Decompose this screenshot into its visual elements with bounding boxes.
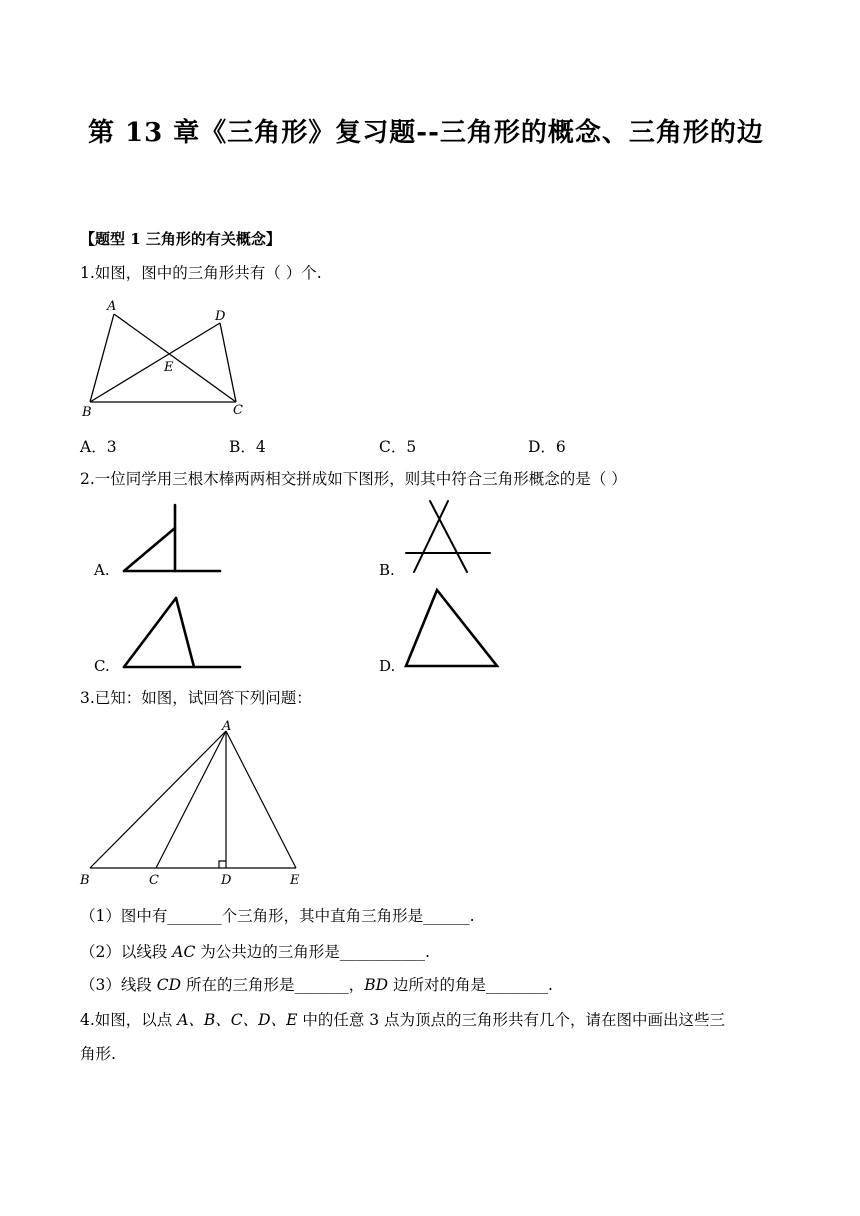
q2-figure-c (118, 592, 246, 674)
label-d: D (215, 309, 226, 324)
q4-line1: 4.如图，以点 A、B、C、D、E 中的任意 3 点为顶点的三角形共有几个，请在图中画出这些三 (80, 1011, 726, 1029)
label-a: A (107, 299, 117, 314)
label-a: A (222, 719, 232, 734)
q2-option-c-label: C. (94, 657, 110, 675)
q2-figure-a (118, 500, 228, 578)
page-title: 第 13 章《三角形》复习题--三角形的概念、三角形的边 (88, 118, 764, 148)
segment-cd (220, 323, 236, 402)
q2-option-d-label: D. (379, 657, 396, 675)
section-heading: 【题型 1 三角形的有关概念】 (80, 230, 281, 248)
q1-option-c: C．5 (379, 438, 417, 456)
q1-figure (76, 296, 256, 421)
label-e: E (164, 360, 174, 375)
segment-ac (114, 314, 236, 402)
q3-sub1: （1）图中有_______个三角形，其中直角三角形是______. (80, 907, 475, 925)
label-c: C (233, 403, 243, 418)
segment-ab (90, 314, 114, 402)
segment-bd (90, 323, 220, 402)
q3-stem: 3.已知：如图，试回答下列问题： (80, 689, 312, 707)
q3-sub3: （3）线段 CD 所在的三角形是_______，BD 边所对的角是________. (80, 976, 553, 994)
q1-option-a: A．3 (80, 438, 117, 456)
q4-line2: 角形. (80, 1045, 116, 1063)
q1-option-d: D．6 (528, 438, 566, 456)
label-b: B (80, 873, 90, 888)
q2-figure-b (400, 498, 496, 578)
q1-option-b: B．4 (229, 438, 266, 456)
label-d: D (221, 873, 232, 888)
q2-figure-d (400, 584, 504, 674)
q1-stem: 1.如图，图中的三角形共有（ ）个. (80, 264, 322, 282)
q2-option-b-label: B. (379, 561, 395, 579)
label-b: B (82, 405, 92, 420)
label-e: E (290, 873, 300, 888)
q2-stem: 2.一位同学用三根木棒两两相交拼成如下图形，则其中符合三角形概念的是（ ） (80, 470, 627, 488)
q3-sub2: （2）以线段 AC 为公共边的三角形是___________. (80, 943, 430, 961)
q2-option-a-label: A. (94, 561, 110, 579)
q3-figure (76, 716, 316, 892)
label-c: C (149, 873, 159, 888)
